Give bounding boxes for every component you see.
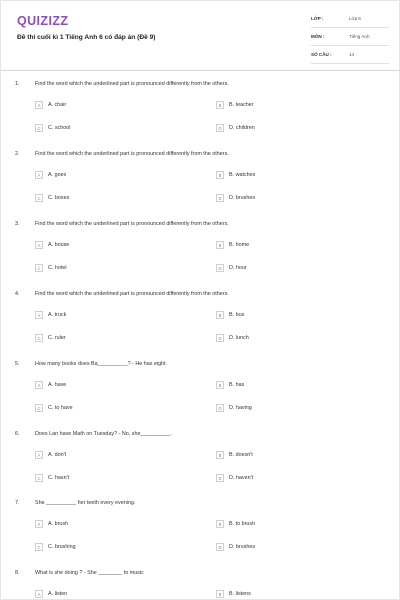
question-number: 8. bbox=[15, 570, 20, 576]
option-letter-box: B bbox=[216, 520, 224, 528]
option-a[interactable] bbox=[35, 311, 66, 319]
option-letter-box: B bbox=[216, 241, 224, 249]
option-letter-box: B bbox=[216, 311, 224, 319]
option-text: A. goes bbox=[48, 172, 67, 178]
option-letter-box: A bbox=[35, 381, 43, 389]
option-text: D. hour bbox=[229, 265, 247, 271]
option-letter-box: D bbox=[216, 543, 224, 551]
question-text: She __________ her teeth every evening. bbox=[35, 500, 136, 506]
question-number: 5. bbox=[15, 361, 20, 367]
option-b[interactable] bbox=[216, 311, 244, 319]
option-c[interactable] bbox=[35, 404, 73, 412]
option-letter-box: A bbox=[35, 311, 43, 319]
option-c[interactable] bbox=[35, 264, 67, 272]
option-letter-box: C bbox=[35, 334, 43, 342]
option-c[interactable] bbox=[35, 334, 66, 342]
quizizz-logo: QUIZIZZ bbox=[17, 14, 69, 28]
option-letter-box: D bbox=[216, 474, 224, 482]
option-a[interactable] bbox=[35, 590, 67, 598]
question-text: Find the word which the underlined part is pronounced differently from the others. bbox=[35, 81, 229, 87]
option-c[interactable] bbox=[35, 474, 69, 482]
meta-row-count bbox=[311, 46, 389, 64]
question-number: 4. bbox=[15, 291, 20, 297]
option-text: D. lunch bbox=[229, 335, 249, 341]
option-c[interactable] bbox=[35, 194, 69, 202]
option-text: C. boxes bbox=[48, 195, 70, 201]
option-b[interactable] bbox=[216, 381, 244, 389]
option-c[interactable] bbox=[35, 543, 76, 551]
option-letter-box: B bbox=[216, 171, 224, 179]
option-b[interactable] bbox=[216, 241, 249, 249]
option-text: B. teacher bbox=[229, 102, 254, 108]
option-text: A. chair bbox=[48, 102, 67, 108]
question-text: Find the word which the underlined part is pronounced differently from the others. bbox=[35, 151, 229, 157]
option-letter-box: D bbox=[216, 124, 224, 132]
option-a[interactable] bbox=[35, 381, 66, 389]
option-a[interactable] bbox=[35, 241, 69, 249]
option-text: C. brushing bbox=[48, 544, 76, 550]
option-d[interactable] bbox=[216, 334, 249, 342]
question-text: What is she doing ? - She ________ to music bbox=[35, 570, 144, 576]
option-text: D. haven't bbox=[229, 475, 254, 481]
option-d[interactable] bbox=[216, 404, 252, 412]
option-text: B. bus bbox=[229, 312, 245, 318]
option-letter-box: B bbox=[216, 381, 224, 389]
meta-row-subject bbox=[311, 28, 389, 46]
meta-label: SỐ CÂU : bbox=[311, 52, 332, 57]
option-a[interactable] bbox=[35, 101, 66, 109]
option-text: D. having bbox=[229, 405, 252, 411]
option-letter-box: A bbox=[35, 451, 43, 459]
option-letter-box: D bbox=[216, 194, 224, 202]
option-text: A. truck bbox=[48, 312, 67, 318]
option-text: D. children bbox=[229, 125, 255, 131]
option-a[interactable] bbox=[35, 451, 66, 459]
option-letter-box: A bbox=[35, 590, 43, 598]
option-letter-box: A bbox=[35, 101, 43, 109]
option-letter-box: D bbox=[216, 264, 224, 272]
option-text: C. ruler bbox=[48, 335, 66, 341]
option-d[interactable] bbox=[216, 124, 255, 132]
question-text: Does Lan have Math on Tuesday? - No, she__________. bbox=[35, 431, 172, 437]
meta-label: LỚP : bbox=[311, 16, 324, 21]
option-d[interactable] bbox=[216, 264, 247, 272]
option-text: A. listen bbox=[48, 591, 68, 597]
option-letter-box: A bbox=[35, 241, 43, 249]
option-text: D. brushes bbox=[229, 544, 256, 550]
option-letter-box: D bbox=[216, 334, 224, 342]
meta-value: Tiếng Anh bbox=[349, 34, 370, 39]
option-letter-box: C bbox=[35, 194, 43, 202]
question-number: 6. bbox=[15, 431, 20, 437]
question-text: Find the word which the underlined part is pronounced differently from the others. bbox=[35, 291, 229, 297]
meta-label: MÔN : bbox=[311, 34, 325, 39]
question-number: 1. bbox=[15, 81, 20, 87]
option-text: B. home bbox=[229, 242, 250, 248]
option-text: C. hotel bbox=[48, 265, 67, 271]
question-number: 3. bbox=[15, 221, 20, 227]
option-letter-box: C bbox=[35, 404, 43, 412]
option-d[interactable] bbox=[216, 474, 253, 482]
option-b[interactable] bbox=[216, 171, 255, 179]
option-text: C. to have bbox=[48, 405, 73, 411]
meta-value: Lớp 6 bbox=[349, 16, 361, 21]
question-text: Find the word which the underlined part is pronounced differently from the others. bbox=[35, 221, 229, 227]
option-text: B. watches bbox=[229, 172, 256, 178]
option-d[interactable] bbox=[216, 194, 255, 202]
option-c[interactable] bbox=[35, 124, 70, 132]
option-a[interactable] bbox=[35, 171, 66, 179]
option-letter-box: B bbox=[216, 590, 224, 598]
option-text: B. has bbox=[229, 382, 245, 388]
option-text: A. brush bbox=[48, 521, 69, 527]
option-text: C. school bbox=[48, 125, 71, 131]
meta-value: 14 bbox=[349, 52, 355, 57]
option-letter-box: C bbox=[35, 474, 43, 482]
document-title: Đề thi cuối kì 1 Tiếng Anh 6 có đáp án (Đề 9) bbox=[17, 34, 156, 41]
question-text: How many books does Ba__________? - He has eight. bbox=[35, 361, 168, 367]
option-d[interactable] bbox=[216, 543, 255, 551]
option-a[interactable] bbox=[35, 520, 68, 528]
option-letter-box: B bbox=[216, 451, 224, 459]
option-letter-box: C bbox=[35, 264, 43, 272]
option-text: A. don't bbox=[48, 452, 67, 458]
option-text: B. to brush bbox=[229, 521, 256, 527]
option-b[interactable] bbox=[216, 520, 255, 528]
option-b[interactable] bbox=[216, 101, 254, 109]
option-text: A. have bbox=[48, 382, 67, 388]
option-letter-box: A bbox=[35, 520, 43, 528]
option-b[interactable] bbox=[216, 451, 253, 459]
question-number: 2. bbox=[15, 151, 20, 157]
option-text: C. hasn't bbox=[48, 475, 70, 481]
option-letter-box: C bbox=[35, 543, 43, 551]
option-text: A. house bbox=[48, 242, 70, 248]
option-text: D. brushes bbox=[229, 195, 256, 201]
option-text: B. listens bbox=[229, 591, 251, 597]
option-letter-box: A bbox=[35, 171, 43, 179]
option-text: B. doesn't bbox=[229, 452, 253, 458]
question-number: 7. bbox=[15, 500, 20, 506]
option-letter-box: C bbox=[35, 124, 43, 132]
meta-row-grade bbox=[311, 10, 389, 28]
option-letter-box: B bbox=[216, 101, 224, 109]
worksheet-header bbox=[1, 1, 400, 71]
meta-table bbox=[311, 10, 389, 64]
option-b[interactable] bbox=[216, 590, 251, 598]
option-letter-box: D bbox=[216, 404, 224, 412]
